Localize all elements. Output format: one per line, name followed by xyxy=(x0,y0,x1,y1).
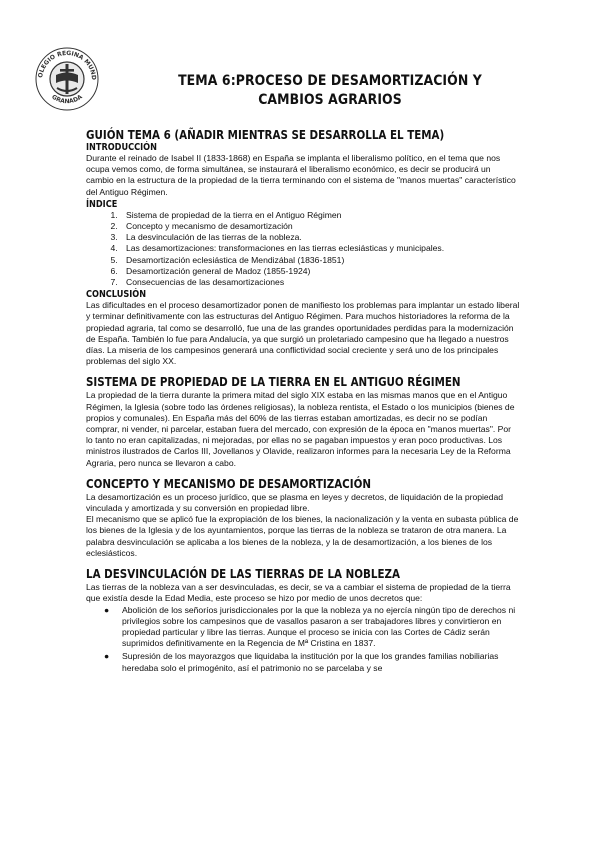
bullet-text: Supresión de los mayorazgos que liquidaba la institución por la que los grandes familias nobiliarias heredaba solo el primogénito, así el patrimonio no se parcelaba y se xyxy=(122,651,499,673)
list-item xyxy=(104,604,520,650)
introduccion-heading: INTRODUCCIÓN xyxy=(86,142,157,153)
indice-list xyxy=(86,210,520,288)
concepto-heading: CONCEPTO Y MECANISMO DE DESAMORTIZACIÓN xyxy=(86,476,372,491)
school-seal-icon xyxy=(30,42,104,116)
bullet-text: Abolición de los señoríos jurisdiccionales por la que la nobleza ya no ejercía ningún tipo de derechos ni privilegios sobre los campesinos que de vasallos pasaron a ser trabajadores libres y convirtieron en propiedad particular y libre las tierras. Aunque el proceso se inicia con las Cortes de Cádiz serán suprimidos definitivamente en la Regencia de Mª Cristina en 1837. xyxy=(122,604,516,649)
svg-text:COLEGIO REGINA MUNDI: OLEGIO REGINA MUND xyxy=(37,49,98,81)
desvinculacion-bullets xyxy=(86,605,520,674)
bullet-icon: ● xyxy=(104,604,110,615)
desvinculacion-heading: LA DESVINCULACIÓN DE LAS TIERRAS DE LA NOBLEZA xyxy=(86,567,400,582)
list-item: 1. Sistema de propiedad de la tierra en el Antiguo Régimen xyxy=(120,210,520,221)
indice-heading: ÍNDICE xyxy=(86,198,118,210)
svg-text:GRANADA: GRANADA xyxy=(50,93,84,106)
guion-heading: GUIÓN TEMA 6 (AÑADIR MIENTRAS SE DESARROLLA EL TEMA) xyxy=(86,128,445,142)
list-item: 3. La desvinculación de las tierras de la nobleza. xyxy=(120,232,520,243)
list-item: 4. Las desamortizaciones: transformaciones en las tierras eclesiásticas y municipales. xyxy=(120,243,520,254)
bullet-icon: ● xyxy=(104,651,110,662)
list-item: 2. Concepto y mecanismo de desamortización xyxy=(120,221,520,232)
list-item: 6. Desamortización general de Madoz (1855-1924) xyxy=(120,266,520,277)
sistema-heading: SISTEMA DE PROPIEDAD DE LA TIERRA EN EL ANTIGUO RÉGIMEN xyxy=(86,375,461,390)
document-title: TEMA 6:PROCESO DE DESAMORTIZACIÓN Y CAMBIOS AGRARIOS xyxy=(178,73,482,108)
school-seal-logo xyxy=(30,42,104,116)
list-item: 5. Desamortización eclesiástica de Mendizábal (1836-1851) xyxy=(120,255,520,266)
document-body xyxy=(86,128,520,676)
sistema-text: La propiedad de la tierra durante la primera mitad del siglo XIX estaba en las mismas manos que en el Antiguo Régimen, la Iglesia (sobre todo las órdenes religiosas), la nobleza rentista, el Estado o los municipios (bienes de propios y comunales). En España más del 60% de las tierras estaban amortizadas, es decir no se podían comprar, ni vender, ni parcelar, estaban fuera del mercado, con expresión de la época en "manos muertas". Por lo tanto no eran capitalizadas, ni mejoradas, por ellas no se pagaban impuestos y eran poco productivas. Los ministros ilustrados de Carlos III, Jovellanos y Olavide, realizaron informes para la necesaria Ley de la Reforma Agraria, pero nunca se llevaron a cabo. xyxy=(86,390,515,468)
concepto-text-1: La desamortización es un proceso jurídico, que se plasma en leyes y decretos, de liquidación de la propiedad vinculada y amortizada y su conversión en propiedad libre. xyxy=(86,491,504,514)
list-item: 7. Consecuencias de las desamortizaciones xyxy=(120,277,520,288)
conclusion-text: Las dificultades en el proceso desamortizador ponen de manifiesto los problemas para implantar un estado liberal y terminar definitivamente con las estructuras del Antiguo Régimen. Para muchos historiadores la reforma de la propiedad agraria, tal como se desarrolló, fue una de las grandes oportunidades perdidas para la modernización de España. También lo fue para Andalucía, ya que surgió un proletariado campesino que ha llegado a nuestros días. La miseria de los campesinos generará una conflictividad social creciente y será uno de los principales problemas del siglo XX. xyxy=(86,300,520,367)
desvinculacion-text: Las tierras de la nobleza van a ser desvinculadas, es decir, se va a cambiar el sistema de propiedad de la tierra que existía desde la Edad Media, este proceso se hizo por medio de unos decretos que: xyxy=(86,582,511,604)
list-item xyxy=(104,651,520,673)
concepto-text-2: El mecanismo que se aplicó fue la expropiación de los bienes, la nacionalización y la venta en subasta pública de los bienes de la Iglesia y de los ayuntamientos, porque las tierras de la nobleza se trataron de otra manera. La palabra desvinculación se aplicaba a los bienes de la nobleza, y la de desamortización, a los bienes de los eclesiásticos. xyxy=(86,514,519,558)
conclusion-heading: CONCLUSIÓN xyxy=(86,289,147,301)
introduccion-text: Durante el reinado de Isabel II (1833-1868) en España se implanta el liberalismo político, en el tema que nos ocupa vemos como, de forma simultánea, se instaurará el liberalismo económico, es decir se producirá un cambio en la estructura de la propiedad de la tierra terminando con el sistema de "manos muertas" característico del Antiguo Régimen. xyxy=(86,153,516,197)
